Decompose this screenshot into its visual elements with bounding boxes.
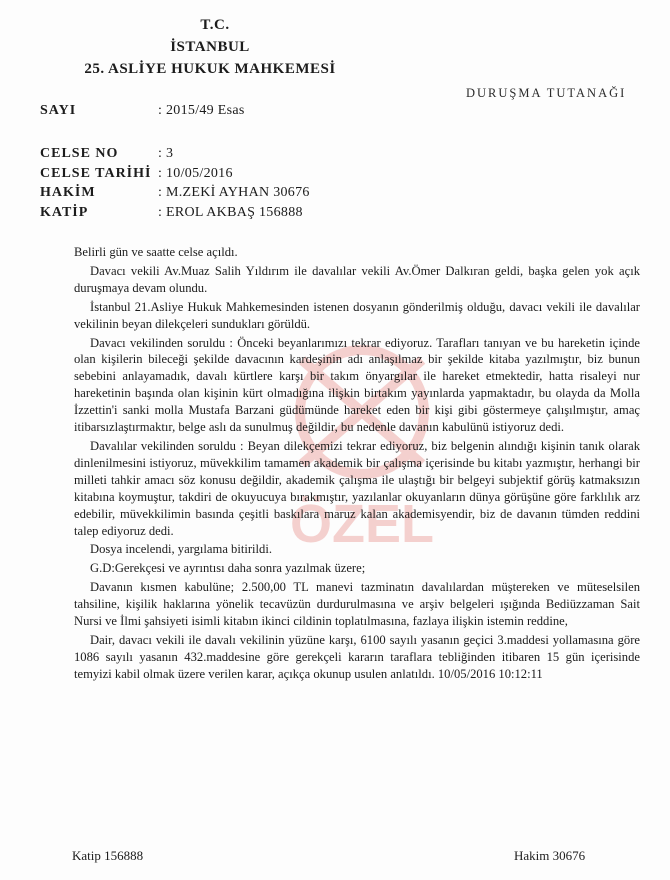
watermark-text: ÖZEL [290, 494, 434, 554]
court-header [0, 14, 420, 80]
paragraph-closing: Dair, davacı vekili ile davalı vekilinin yüzüne karşı, 6100 sayılı yasanın geçici 3.maddesi yollamasına göre 1086 sayılı yasanın 432.maddesine göre gerekçeli kararın taraflara tebliğinden itibaren 15 gün içerisinde temyizi kabil olmak üzere verilen karar, açıkça okunup usulen anlatıldı. 10/05/2016 10:12:11 [74, 632, 640, 681]
footer-hakim: Hakim 30676 [514, 848, 586, 863]
meta-hakim-value: : M.ZEKİ AYHAN 30676 [158, 185, 310, 200]
meta-katip [40, 205, 303, 221]
paragraph-attendance: Davacı vekili Av.Muaz Salih Yıldırım ile davalılar vekili Av.Ömer Dalkıran geldi, başka gelen yok açık duruşmaya devam olundu. [74, 263, 640, 295]
meta-sayi-label: SAYI [40, 103, 77, 118]
meta-celse-no [40, 146, 173, 162]
paragraph-opening: Belirli gün ve saatte celse açıldı. [74, 245, 238, 259]
paragraph-file-reviewed: Dosya incelendi, yargılama bitirildi. [90, 542, 272, 557]
meta-celse-no-value: : 3 [158, 146, 174, 161]
meta-celse-tarihi [40, 166, 233, 182]
meta-hakim [40, 185, 310, 201]
meta-katip-label: KATİP [40, 205, 89, 220]
document-type: DURUŞMA TUTANAĞI [466, 86, 627, 100]
hearing-minutes-body [74, 244, 640, 685]
paragraph-ruling: Davanın kısmen kabulüne; 2.500,00 TL manevi tazminatın davalılardan müştereken ve müteselsilen tahsiline, kişilik haklarına yönelik tecavüzün durdurulmasına ve arşiv belgeleri ışığında Bediüzzaman Sait Nursi ve İlmi şahsiyeti isimli kitabın ikinci cildinin toplatılmasına, fazlaya ilişkin istemin reddine, [74, 580, 640, 629]
meta-celse-no-label: CELSE NO [40, 146, 119, 161]
meta-celse-tarihi-value: : 10/05/2016 [158, 166, 233, 181]
paragraph-file-received: İstanbul 21.Asliye Hukuk Mahkemesinden istenen dosyanın gönderilmiş olduğu, davacı vekili ile davalılar vekilinin beyan dilekçeleri sundukları görüldü. [74, 299, 640, 331]
paragraph-plaintiff-statement: Davacı vekilinden soruldu : Önceki beyanlarımızı tekrar ediyoruz. Tarafları tanıyan ve bu hareketin içinde olan kişilerin bileceği şekilde davacının kardeşinin adı anlaşılmaz bir şekilde kitaba yazılmıştır, biz bunun sebebini anlayamadık, davalı kürtlere karşı bir takım önyargılar ile hareket etmektedir, hatta risaleyi nur hareketinin başında olan kişinin kürt olmadığına ilişkin birtakım yayınlarda yapmaktadır, bu olayda da Molla İzzettin'i sanki molla Mustafa Barzani güdümünde hareket eden bir kişi gibi göstermeye çalışılmıştır, amaç itibarsızlaştırmaktır, belge aslı da sunulmuş değildir, bu nedenle davanın kabulünü istiyoruz dedi. [74, 335, 640, 435]
meta-sayi [40, 103, 245, 119]
meta-celse-tarihi-label: CELSE TARİHİ [40, 166, 152, 181]
header-tc: T.C. [200, 17, 230, 33]
meta-sayi-value: : 2015/49 Esas [158, 103, 245, 118]
paragraph-defendant-statement: Davalılar vekilinden soruldu : Beyan dilekçemizi tekrar ediyoruz, biz belgenin alındığı kişinin tanık olarak dinlenilmesini istiyoruz, müvekkilim tamamen akademik bir çalışma içerisinde bu kitabı yazmıştır, herhangi bir milleti tahkir amacı söz konusu değildir, akademik çalışma ile ulaştığı bir belgeyi subjektif görüş katmaksızın kitabına koymuştur, takdiri de okuyucuya bırakmıştır, yazılanlar okuyanların dünya görüşüne göre farklılık arz edebilir, müvekkilimin basında çeşitli baskılara maruz kalan akademisyendir, biz de davanın tümden reddini talep ediyoruz dedi. [74, 438, 640, 538]
meta-katip-value: : EROL AKBAŞ 156888 [158, 205, 303, 220]
header-court: 25. ASLİYE HUKUK MAHKEMESİ [84, 61, 336, 77]
meta-hakim-label: HAKİM [40, 185, 96, 200]
footer-katip: Katip 156888 [72, 848, 144, 863]
header-city: İSTANBUL [170, 39, 250, 55]
paragraph-gd: G.D:Gerekçesi ve ayrıntısı daha sonra yazılmak üzere; [90, 561, 366, 576]
